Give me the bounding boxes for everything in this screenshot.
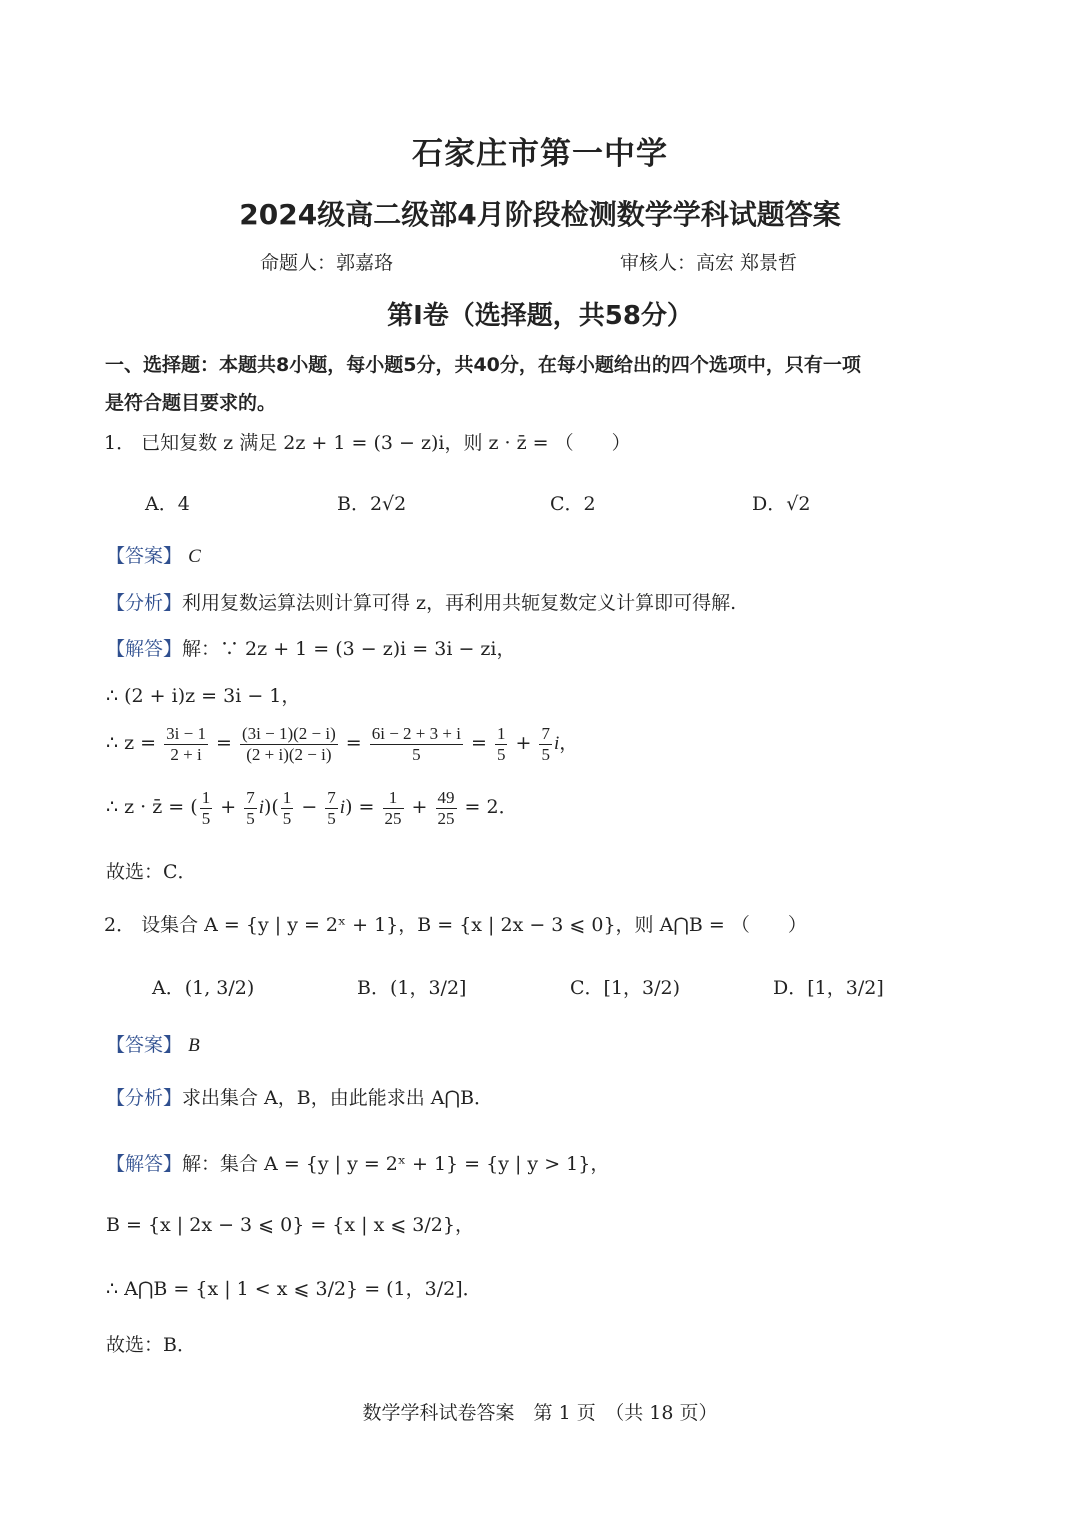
reviewer: 审核人：高宏 郑景哲 bbox=[620, 252, 798, 274]
answer-value: B bbox=[188, 1035, 200, 1056]
analysis-text: 利用复数运算法则计算可得 z，再利用共轭复数定义计算即可得解. bbox=[182, 592, 737, 614]
fraction: $\frac{1}{5}$ bbox=[201, 788, 211, 828]
fraction: $\frac{6i - 2 + 3 + i}{5}$ bbox=[371, 724, 461, 764]
q1-solution-line1 bbox=[106, 634, 516, 661]
q1-stem: 1． 已知复数 z 满足 2z + 1 = (3 − z)i，则 z · z̄ = （ ） bbox=[104, 432, 631, 454]
q2-solution-line1 bbox=[106, 1149, 609, 1176]
q2-analysis bbox=[106, 1083, 493, 1110]
fraction: $\frac{1}{5}$ bbox=[282, 788, 292, 828]
q1-solution-line2: ∴ (2 + i)z = 3i − 1， bbox=[106, 685, 301, 707]
volume-title: 第Ⅰ卷（选择题，共58分） bbox=[387, 301, 693, 331]
solution-text: 解：∵ 2z + 1 = (3 − z)i = 3i − zi， bbox=[182, 638, 516, 660]
fraction: $\frac{1}{5}$ bbox=[496, 724, 506, 764]
fraction: $\frac{(3i - 1)(2 - i)}{(2 + i)(2 - i)}$ bbox=[241, 724, 336, 764]
q1-option-d: D．√2 bbox=[752, 493, 811, 515]
q1-option-b: B．2√2 bbox=[337, 493, 407, 515]
eq-prefix: ∴ z · z̄ = bbox=[106, 796, 185, 819]
q2-solution-line3: ∴ A⋂B = {x | 1 < x ⩽ 3/2} = (1，3/2]． bbox=[106, 1278, 482, 1300]
q1-solution-line4: ∴ z · z̄ = ( $\frac{1}{5}$ + $\frac{7}{5}$ i)( $\frac{1}{5}$ − $\frac{7}{5}$ i) = $\frac{1}{25}$ + $\frac{49}{25}$ = 2． bbox=[106, 788, 518, 828]
analysis-tag: 【分析】 bbox=[106, 592, 183, 614]
answer-tag: 【答案】 bbox=[106, 1034, 183, 1056]
q1-conclusion: 故选：C． bbox=[106, 861, 197, 883]
school-name: 石家庄市第一中学 bbox=[412, 136, 668, 172]
q2-stem: 2． 设集合 A = {y | y = 2ˣ + 1}，B = {x | 2x − 3 ⩽ 0}，则 A⋂B = （ ） bbox=[104, 914, 807, 936]
q2-option-c: C．[1，3/2) bbox=[570, 977, 681, 999]
author: 命题人：郭嘉珞 bbox=[260, 252, 394, 274]
answer-value: C bbox=[188, 546, 201, 567]
fraction: $\frac{7}{5}$ bbox=[541, 724, 550, 764]
fraction: $\frac{7}{5}$ bbox=[327, 788, 336, 828]
eq-prefix: ∴ z = bbox=[106, 732, 157, 755]
page-footer: 数学学科试卷答案 第 1 页 （共 18 页） bbox=[362, 1402, 718, 1424]
fraction: $\frac{3i - 1}{2 + i}$ bbox=[166, 724, 206, 764]
q1-answer bbox=[106, 541, 201, 568]
solution-text: 解：集合 A = {y | y = 2ˣ + 1} = {y | y > 1}， bbox=[182, 1153, 610, 1175]
fraction: $\frac{1}{25}$ bbox=[384, 788, 402, 828]
q2-solution-line2: B = {x | 2x − 3 ⩽ 0} = {x | x ⩽ 3/2}， bbox=[106, 1214, 474, 1236]
section-heading-line1: 一、选择题：本题共8小题，每小题5分，共40分，在每小题给出的四个选项中，只有一项 bbox=[105, 354, 861, 376]
q2-option-d: D．[1，3/2] bbox=[773, 977, 884, 999]
section-heading-line2: 是符合题目要求的。 bbox=[105, 392, 277, 414]
q2-option-b: B．(1，3/2] bbox=[357, 977, 467, 999]
q1-analysis bbox=[106, 588, 736, 615]
solution-tag: 【解答】 bbox=[106, 1153, 183, 1175]
fraction: $\frac{49}{25}$ bbox=[437, 788, 455, 828]
analysis-text: 求出集合 A，B，由此能求出 A⋂B． bbox=[182, 1087, 494, 1109]
exam-title: 2024级高二级部4月阶段检测数学学科试题答案 bbox=[239, 198, 841, 231]
q1-solution-line3: ∴ z = $\frac{3i - 1}{2 + i}$ = $\frac{(3i - 1)(2 - i)}{(2 + i)(2 - i)}$ = $\frac{6i - 2 + 3 + i}{5}$ = $\frac{1}{5}$ + $\frac{7}{5}$ i， bbox=[106, 724, 579, 764]
fraction: $\frac{7}{5}$ bbox=[246, 788, 255, 828]
answer-tag: 【答案】 bbox=[106, 545, 183, 567]
q2-option-a: A．(1, 3/2) bbox=[152, 977, 255, 999]
q2-conclusion: 故选：B． bbox=[106, 1334, 196, 1356]
solution-tag: 【解答】 bbox=[106, 638, 183, 660]
q1-option-c: C．2 bbox=[550, 493, 596, 515]
q2-answer bbox=[106, 1030, 200, 1057]
q1-option-a: A．4 bbox=[145, 493, 190, 515]
analysis-tag: 【分析】 bbox=[106, 1087, 183, 1109]
